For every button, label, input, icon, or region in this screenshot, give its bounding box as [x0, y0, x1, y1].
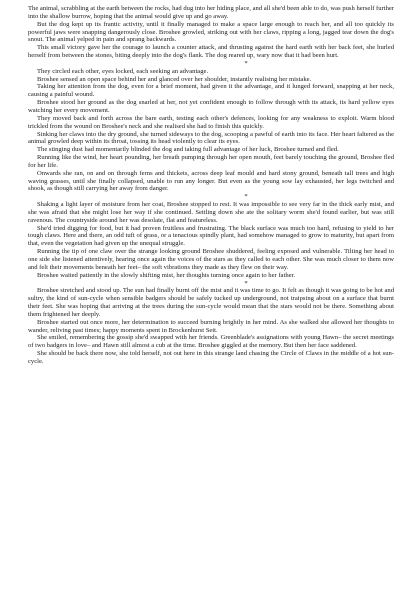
paragraph: The stinging dust had momentarily blinded the dog and taking full advantage of her luck, Broshee turned and fled. — [37, 146, 339, 154]
paragraph: Shaking a light layer of moisture from her coat, Broshee stopped to rest. It was impossible to see very far in the thick early mist, and she was afraid that she might lose her way if she continued. Settling down she ate the solitary worm she'd found earlier, but was still ravenous. The countryside around her was desolate, flat and featureless. — [28, 201, 394, 224]
paragraph: Broshee sensed an open space behind her and glanced over her shoulder, instantly realising her mistake. — [37, 75, 312, 83]
paragraph: Running like the wind, her heart pounding, her breath pumping through her open mouth, feet barely touching the ground, Broshee fled for her life. — [28, 154, 394, 169]
paragraph: This small victory gave her the courage to launch a counter attack, and thrusting against the hard earth with her back feet, she hurled herself from between the stones, biting deeply into the dog's flank. The dog reared up, wary now that it had been hurt. — [28, 44, 394, 60]
paragraph: She should be back there now, she told herself, not out here in this strange land chasing the Circle of Claws in the middle of a hot sun-cycle. — [28, 350, 394, 365]
paragraph: Broshee stretched and stood up. The sun had finally burnt off the mist and it was time to go. It felt as though it was going to be hot and sultry, the kind of sun-cycle when sensible badgers should be safely tucked up underground, not traipsing about on a surface that burnt their feet. She was hoping that arriving at the trees during the sun-cycle would mean that the stars would not be there. Something about them frightened her deeply. — [28, 287, 394, 318]
paragraph: But the dog kept up its frantic activity, until it finally managed to make a space large enough to reach her, and all too quickly its powerful jaws were snapping dangerously close. Broshee growled, striking out with her claws, ripping a long, jagged tear down the dog's snout. The animal yelped in pain and sprang backwards. — [28, 20, 394, 44]
paragraph: Running the tip of one claw over the strange looking ground Broshee shuddered, feeling exposed and vulnerable. Tilting her head to one side she listened attentively, hearing once again the voices of the stars as they called to each other. She was much closer to them now and felt their movements beneath her feet– the soft vibrations they made as they flew on their way. — [28, 248, 394, 271]
paragraph: Broshee started out once more, her determination to succeed burning brightly in her mind. As she walked she allowed her thoughts to wander, reliving past times; happy moments spent in Brockenhurst Sett. — [28, 318, 394, 334]
paragraph: Sinking her claws into the dry ground, she turned sideways to the dog, scooping a pawful of earth into its face. Her heart faltered as the animal growled deep within its throat, tossing its head violently to clear its eyes. — [28, 130, 394, 146]
paragraph: She smiled, remembering the gossip she'd swapped with her friends. Greenblade's assignations with young Hawn– the secret meetings of two badgers in love– and Hawn still almost a cub at the time. Broshee giggled at the memory. But then her face saddened. — [28, 334, 394, 350]
scene-break: * — [244, 59, 248, 67]
paragraph: Broshee stood her ground as the dog snarled at her, not yet confident enough to follow through with its attack, its hard yellow eyes watching her every movement. — [28, 99, 394, 114]
paragraph: They circled each other, eyes locked, each seeking an advantage. — [37, 67, 209, 75]
paragraph: The animal, scrabbling at the earth between the rocks, had dug into her hiding place, and all she'd been able to do, was push herself further into the shallow burrow, hoping that the animal would give up and go away. — [28, 5, 394, 20]
body-text — [28, 5, 394, 366]
scene-break: * — [244, 279, 248, 287]
paragraph: Onwards she ran, on and on through ferns and thickets, across deep leaf mould and hard stony ground, beneath tall trees and high waving grasses, until she finally collapsed, unable to run any longer. But even as the young sow lay exhausted, her legs twitched and shook, as though still carrying her away from danger. — [28, 169, 394, 193]
paragraph: They moved back and forth across the bare earth, testing each other's defences, looking for any weakness to exploit. Warm blood trickled from the wound on Broshee's neck and she realised she had to finish this quickly. — [28, 114, 394, 130]
paragraph: Taking her attention from the dog, even for a brief moment, had given it the advantage, and it lunged forward, snapping at her neck, causing a painful wound. — [28, 83, 394, 99]
scene-break: * — [244, 193, 248, 201]
paragraph: Broshee waited patiently in the slowly shifting mist, her thoughts turning once again to her father. — [37, 271, 296, 279]
paragraph: She'd tried digging for food, but it had proven fruitless and frustrating. The black surface was much too hard, refusing to yield to her tough claws. Here and there, an odd tuft of grass, or a tenacious spindly plant, had somehow managed to grow to maturity, but apart from that, even the vegetation had given up the unequal struggle. — [28, 224, 394, 248]
